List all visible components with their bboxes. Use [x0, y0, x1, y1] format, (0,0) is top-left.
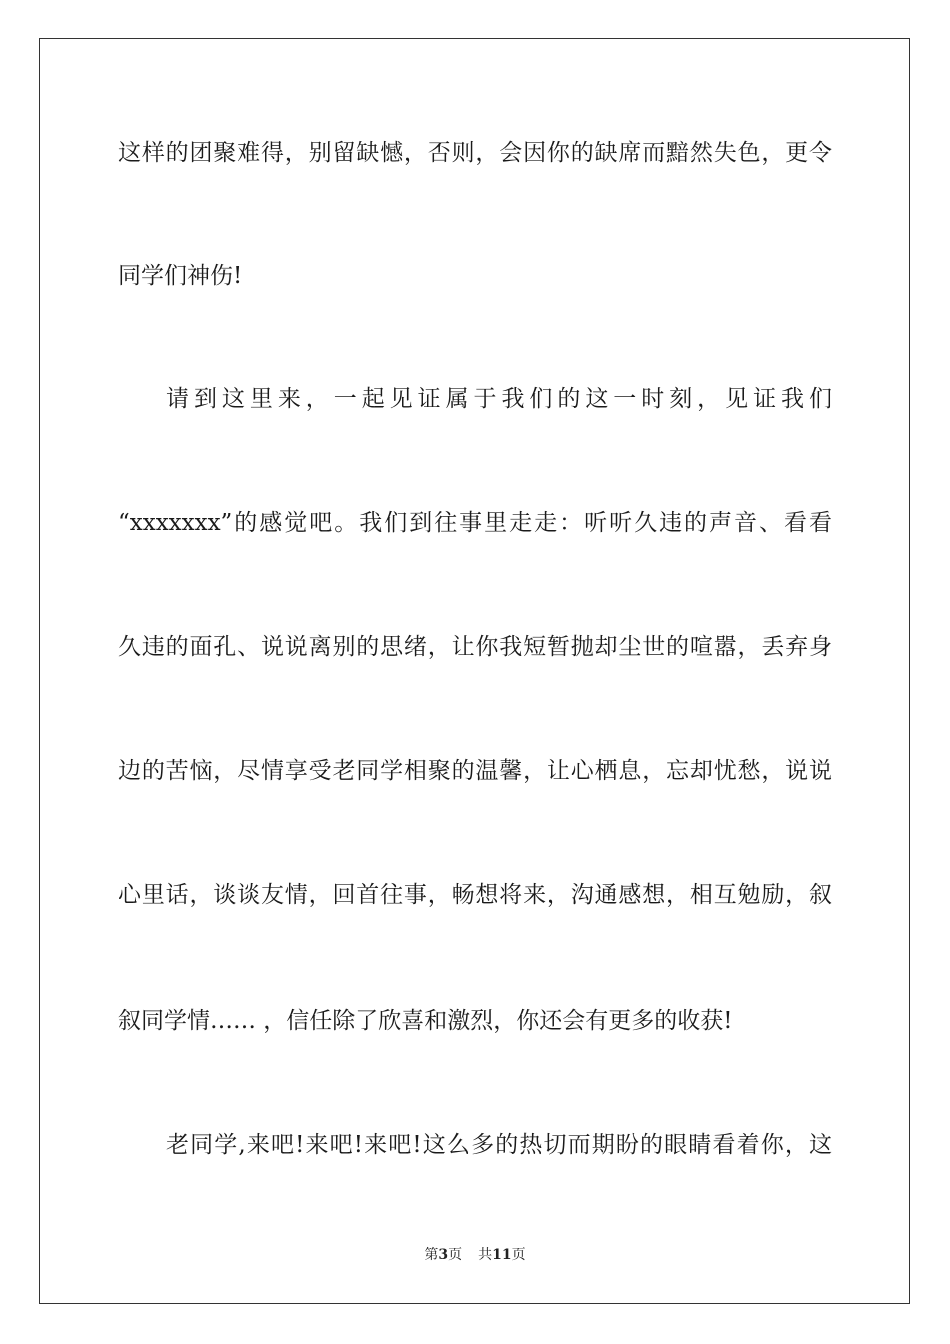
total-pages: 11 — [492, 1247, 512, 1263]
text-line-3: 请到这里来，一起见证属于我们的这一时刻，见证我们 — [166, 386, 832, 412]
page-border — [39, 38, 910, 1304]
text-line-1: 这样的团聚难得，别留缺憾，否则，会因你的缺席而黯然失色，更令 — [118, 140, 832, 166]
page-suffix: 页 — [448, 1247, 463, 1263]
total-suffix: 页 — [511, 1247, 526, 1263]
text-line-2: 同学们神伤! — [118, 263, 243, 289]
text-line-5: 久违的面孔、说说离别的思绪，让你我短暂抛却尘世的喧嚣，丢弃身 — [118, 634, 832, 660]
page-footer — [0, 1246, 950, 1264]
page-number: 3 — [438, 1247, 449, 1263]
page-prefix: 第 — [424, 1247, 439, 1263]
text-line-4: “xxxxxxx”的感觉吧。我们到往事里走走：听听久违的声音、看看 — [118, 510, 832, 536]
text-line-9: 老同学,来吧!来吧!来吧!这么多的热切而期盼的眼睛看着你，这 — [166, 1132, 832, 1158]
total-prefix: 共 — [478, 1247, 493, 1263]
text-line-7: 心里话，谈谈友情，回首往事，畅想将来，沟通感想，相互勉励，叙 — [118, 882, 832, 908]
text-line-6: 边的苦恼，尽情享受老同学相聚的温馨，让心栖息，忘却忧愁，说说 — [118, 758, 832, 784]
text-line-8: 叙同学情…… ，信任除了欣喜和激烈，你还会有更多的收获! — [118, 1008, 733, 1034]
